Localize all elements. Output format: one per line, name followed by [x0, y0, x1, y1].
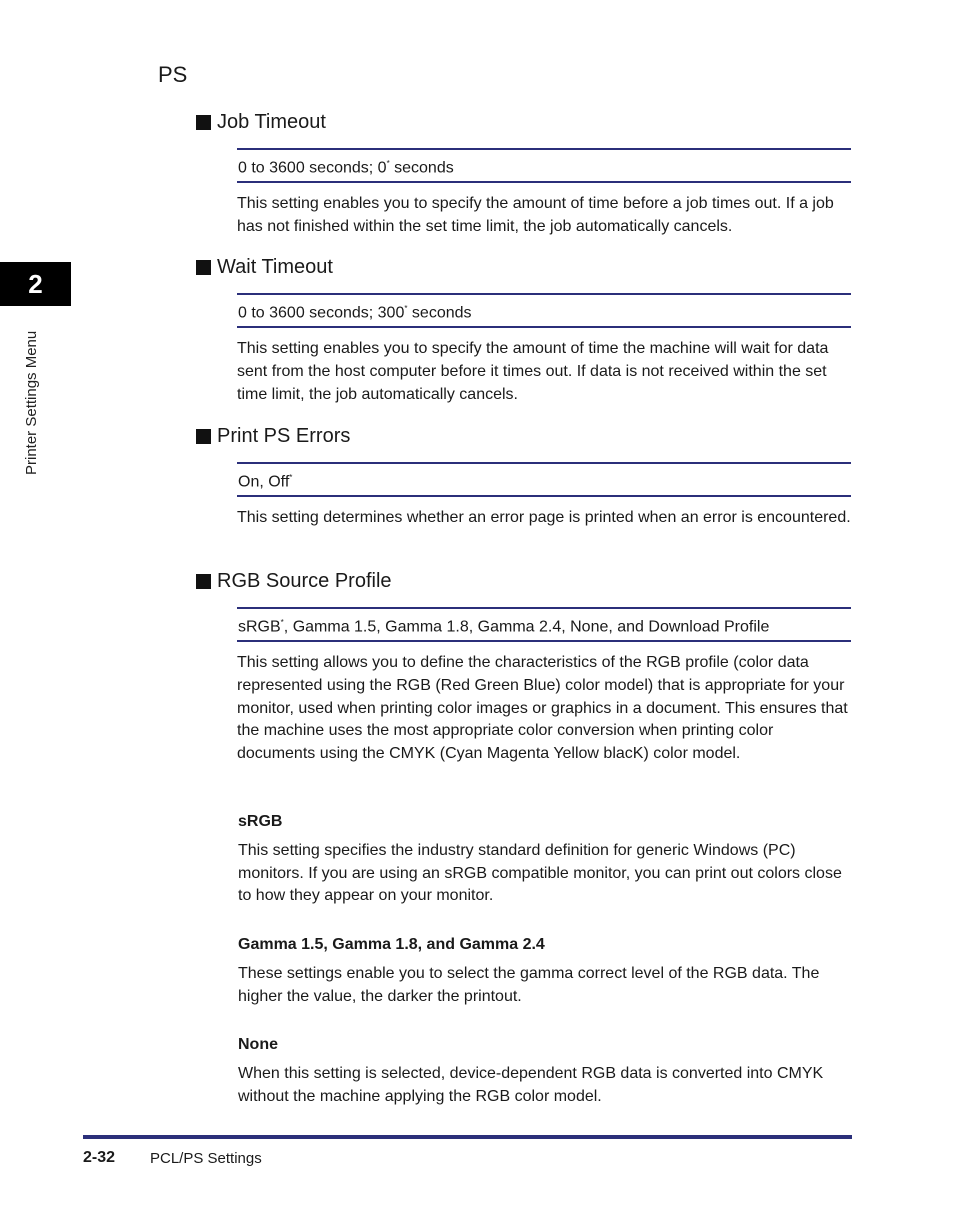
square-bullet-icon [196, 574, 211, 589]
page-number: 2-32 [83, 1149, 116, 1166]
option-title: sRGB [238, 813, 283, 830]
square-bullet-icon [196, 115, 211, 130]
chapter-number: 2 [28, 268, 43, 299]
value-text-tail: seconds [389, 159, 454, 177]
default-mark: * [280, 618, 284, 627]
default-mark: * [289, 473, 293, 482]
square-bullet-icon [196, 429, 211, 444]
setting-rgb-source-profile [196, 569, 851, 765]
value-text: 0 to 3600 seconds; 300 [238, 304, 405, 322]
setting-value [237, 293, 851, 328]
footer-title: PCL/PS Settings [150, 1150, 262, 1167]
setting-description: This setting determines whether an error page is printed when an error is encountered. [237, 509, 851, 527]
option-gamma [238, 935, 852, 1008]
setting-description: This setting allows you to define the characteristics of the RGB profile (color data represented using the RGB (Red Green Blue) color model) that is appropriate for your monitor, used when printing color images or graphics in a document. This ensures that the machine uses the most appropriate color conversion when printing color documents using the CMYK (Cyan Magenta Yellow blacK) color model. [237, 654, 848, 762]
setting-title: Print PS Errors [217, 424, 351, 447]
footer-rule [83, 1135, 852, 1139]
chapter-tab [0, 262, 71, 306]
setting-wait-timeout [196, 255, 851, 406]
square-bullet-icon [196, 260, 211, 275]
default-mark: * [386, 159, 390, 168]
setting-value [237, 607, 851, 642]
setting-print-ps-errors [196, 424, 851, 530]
setting-title: Wait Timeout [217, 255, 333, 278]
setting-description: This setting enables you to specify the amount of time the machine will wait for data sent from the host computer before it times out. If data is not received within the set time limit, the job automatically cancels. [237, 340, 829, 403]
setting-job-timeout [196, 110, 851, 239]
value-text-tail: seconds [407, 304, 472, 322]
default-mark: * [404, 304, 408, 313]
setting-title: RGB Source Profile [217, 569, 392, 592]
setting-value [237, 462, 851, 497]
value-text: On, Off [238, 473, 290, 491]
setting-value [237, 148, 851, 183]
value-text: 0 to 3600 seconds; 0 [238, 159, 387, 177]
option-srgb [238, 812, 852, 908]
chapter-side-label: Printer Settings Menu [23, 330, 40, 475]
option-description: These settings enable you to select the gamma correct level of the RGB data. The higher the value, the darker the printout. [238, 965, 820, 1005]
option-description: When this setting is selected, device-dependent RGB data is converted into CMYK without the machine applying the RGB color model. [238, 1065, 824, 1105]
option-none [238, 1035, 852, 1108]
option-title: None [238, 1036, 278, 1053]
section-title: PS [158, 62, 188, 87]
setting-description: This setting enables you to specify the amount of time before a job times out. If a job has not finished within the set time limit, the job automatically cancels. [237, 195, 834, 235]
setting-title: Job Timeout [217, 110, 326, 133]
option-title: Gamma 1.5, Gamma 1.8, and Gamma 2.4 [238, 936, 545, 953]
option-description: This setting specifies the industry standard definition for generic Windows (PC) monitors. If you are using an sRGB compatible monitor, you can print out colors close to how they appear on your monitor. [238, 842, 842, 905]
value-text: sRGB [238, 618, 281, 636]
value-text-tail: , Gamma 1.5, Gamma 1.8, Gamma 2.4, None, and Download Profile [283, 618, 770, 636]
